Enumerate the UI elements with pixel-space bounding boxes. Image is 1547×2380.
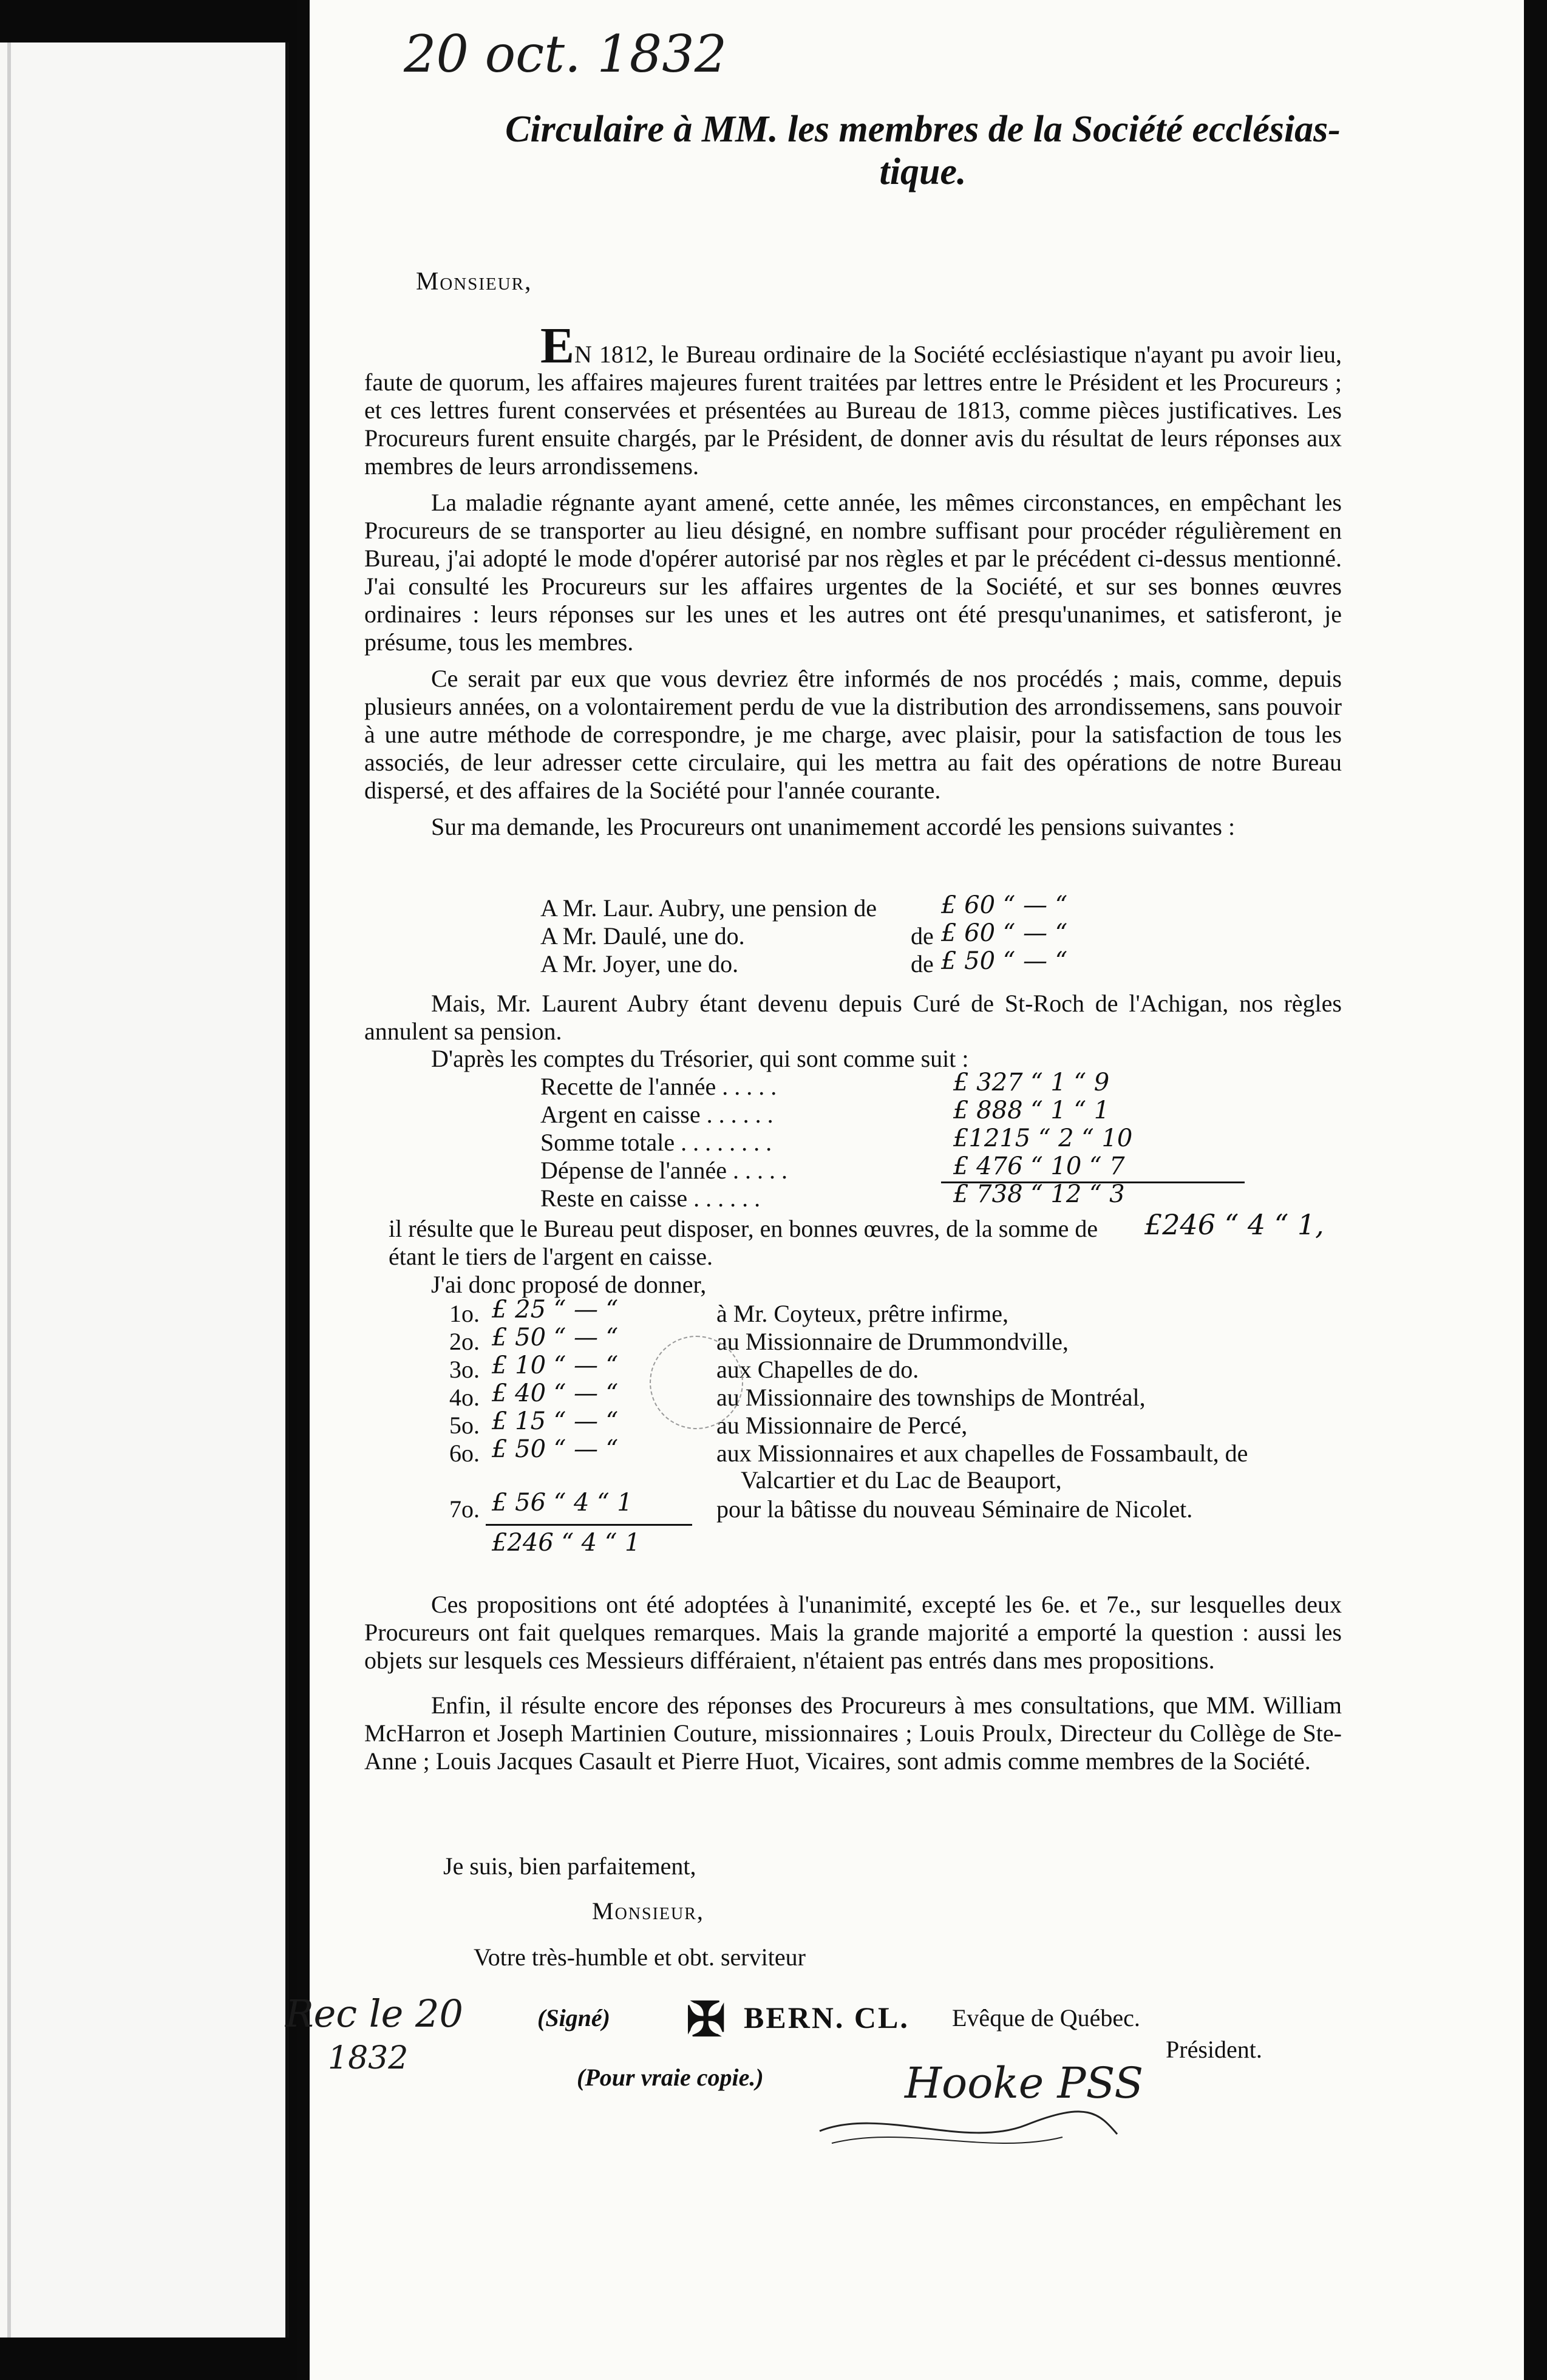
body-paragraphs-1 — [364, 318, 1342, 849]
paragraph-5: Ces propositions ont été adoptées à l'unanimité, excepté les 6e. et 7e., sur lesquelles deux Procureurs ont fait quelques remarques. Mais la grande majorité a emporté la question : aussi les objets sur lesquels ces Messieurs différaient, n'étaient pas entrés dans mes propositions. — [364, 1591, 1342, 1674]
paragraph-3: Ce serait par eux que vous devriez être informés de nos procédés ; mais, comme, depuis plusieurs années, on a volontairement perdu de vue la distribution des arrondissemens, sans pouvoir à une autre méthode de correspondre, je me charge, avec plaisir, pour la satisfaction de tous les associés, de leur adresser cette circulaire, qui les mettra au fait des opérations de notre Bureau dispersé, et des affaires de la Société pour l'année courante. — [364, 665, 1342, 804]
president-label: Président. — [1166, 2036, 1262, 2063]
proposal-amount-4: £ 40 “ — “ — [492, 1379, 619, 1407]
closing-line-1: Je suis, bien parfaitement, — [443, 1852, 696, 1880]
document-page — [285, 0, 1524, 2380]
pension-prefix-3: de — [911, 950, 934, 977]
closing-line-2: Monsieur, — [592, 1897, 704, 1925]
body-paragraphs-2 — [364, 1591, 1342, 1784]
signature-flourish — [807, 2101, 1123, 2155]
account-amount-2: £ 888 “ 1 “ 1 — [953, 1096, 1110, 1124]
pension-label-3: A Mr. Joyer, une do. — [540, 950, 739, 977]
result-line-1: il résulte que le Bureau peut disposer, en bonnes œuvres, de la somme de — [389, 1215, 1098, 1242]
proposal-amount-6: £ 50 “ — “ — [492, 1435, 619, 1463]
proposal-amount-5: £ 15 “ — “ — [492, 1407, 619, 1435]
cross-symbol: ✠ — [686, 1993, 726, 2046]
proposal-num-7: 7o. — [449, 1495, 480, 1523]
proposal-num-2: 2o. — [449, 1328, 480, 1355]
paragraph-6: Enfin, il résulte encore des réponses des Procureurs à mes consultations, que MM. William McHarron et Joseph Martinien Couture, missionnaires ; Louis Proulx, Directeur du Collège de Ste-Anne ; Louis Jacques Casault et Pierre Huot, Vicaires, sont admis comme membres de la Société. — [364, 1691, 1342, 1775]
account-amount-4: £ 476 “ 10 “ 7 — [953, 1152, 1125, 1180]
margin-note-2: 1832 — [328, 2040, 409, 2076]
document-title-line2: tique. — [879, 151, 967, 192]
proposal-amount-7: £ 56 “ 4 “ 1 — [492, 1489, 633, 1517]
page-fold — [7, 42, 11, 2338]
faint-stamp — [650, 1336, 743, 1429]
proposal-text-7: pour la bâtisse du nouveau Séminaire de Nicolet. — [716, 1495, 1193, 1523]
pension-amount-3: £ 50 “ — “ — [941, 947, 1068, 975]
pension-amount-1: £ 60 “ — “ — [941, 891, 1068, 919]
account-label-2: Argent en caisse . . . . . . — [540, 1101, 773, 1128]
proposal-text-6: aux Missionnaires et aux chapelles de Fossambault, de — [716, 1440, 1248, 1467]
salutation: Monsieur, — [416, 268, 532, 296]
closing-line-3: Votre très-humble et obt. serviteur — [474, 1943, 806, 1971]
account-amount-3: £1215 “ 2 “ 10 — [953, 1124, 1133, 1152]
account-amount-5: £ 738 “ 12 “ 3 — [953, 1180, 1125, 1208]
signatory-name: BERN. CL. — [744, 2001, 909, 2035]
signe-label: (Signé) — [537, 2004, 610, 2031]
proposal-num-4: 4o. — [449, 1384, 480, 1411]
proposal-text-6-cont: Valcartier et du Lac de Beauport, — [741, 1466, 1062, 1494]
handwritten-date: 20 oct. 1832 — [404, 24, 727, 84]
proposal-text-5: au Missionnaire de Percé, — [716, 1412, 968, 1439]
paragraph-2: La maladie régnante ayant amené, cette année, les mêmes circonstances, en empêchant les Procureurs de se transporter au lieu désigné, en nombre suffisant pour procéder régulièrement en Bureau, j'ai adopté le mode d'opérer autorisé par nos règles et par le précédent ci-dessus mentionné. J'ai consulté les Procureurs sur les affaires urgentes de la Société, et sur ses bonnes œuvres ordinaires : leurs réponses sur les unes et les autres ont été presqu'unanimes, et satisferont, je présume, tous les membres. — [364, 489, 1342, 656]
proposal-intro: J'ai donc proposé de donner, — [431, 1271, 707, 1298]
result-amount: £246 “ 4 “ 1, — [1144, 1208, 1324, 1241]
proposal-amount-1: £ 25 “ — “ — [492, 1296, 619, 1324]
pension-label-2: A Mr. Daulé, une do. — [540, 922, 745, 950]
account-amount-1: £ 327 “ 1 “ 9 — [953, 1069, 1110, 1096]
proposals-total: £246 “ 4 “ 1 — [492, 1529, 641, 1557]
proposal-amount-3: £ 10 “ — “ — [492, 1352, 619, 1379]
proposal-text-2: au Missionnaire de Drummondville, — [716, 1328, 1069, 1355]
proposal-amount-2: £ 50 “ — “ — [492, 1324, 619, 1352]
result-line-2: étant le tiers de l'argent en caisse. — [389, 1243, 713, 1270]
account-label-3: Somme totale . . . . . . . . — [540, 1129, 772, 1156]
account-label-5: Reste en caisse . . . . . . — [540, 1185, 761, 1212]
previous-page-edge — [0, 42, 289, 2338]
proposal-text-1: à Mr. Coyteux, prêtre infirme, — [716, 1300, 1008, 1327]
account-label-1: Recette de l'année . . . . . — [540, 1073, 777, 1100]
pension-prefix-2: de — [911, 922, 934, 950]
pension-label-1: A Mr. Laur. Aubry, une pension de — [540, 894, 877, 922]
signatory-title: Evêque de Québec. — [952, 2004, 1140, 2031]
accounts-intro: D'après les comptes du Trésorier, qui sont comme suit : — [431, 1045, 969, 1072]
proposal-text-4: au Missionnaire des townships de Montréal, — [716, 1384, 1146, 1411]
proposal-num-6: 6o. — [449, 1440, 480, 1467]
proposal-num-3: 3o. — [449, 1356, 480, 1383]
paragraph-1: N 1812, le Bureau ordinaire de la Société ecclésiastique n'ayant pu avoir lieu, faute de quorum, les affaires majeures furent traitées par lettres entre le Président et les Procureurs ; et ces lettres furent conservées et présentées au Bureau de 1813, comme pièces justificatives. Les Procureurs furent ensuite chargés, par le Président, de donner avis du résultat de leurs réponses aux membres de leurs arrondissemens. — [364, 341, 1342, 480]
copy-note: (Pour vraie copie.) — [577, 2064, 764, 2091]
proposal-num-5: 5o. — [449, 1412, 480, 1439]
margin-note-1: Rec le 20 — [285, 1991, 463, 2036]
pension-amount-2: £ 60 “ — “ — [941, 919, 1068, 947]
paragraph-4: Mais, Mr. Laurent Aubry étant devenu depuis Curé de St-Roch de l'Achigan, nos règles annulent sa pension. — [364, 990, 1342, 1045]
drop-cap: E — [540, 318, 575, 374]
proposal-text-3: aux Chapelles de do. — [716, 1356, 919, 1383]
account-label-4: Dépense de l'année . . . . . — [540, 1157, 788, 1184]
proposal-num-1: 1o. — [449, 1300, 480, 1327]
copy-signature: Hooke PSS — [905, 2058, 1144, 2108]
document-title-line1: Circulaire à MM. les membres de la Société ecclésias- — [505, 109, 1341, 150]
pensions-intro: Sur ma demande, les Procureurs ont unanimement accordé les pensions suivantes : — [431, 813, 1236, 840]
proposal-rule — [486, 1524, 692, 1526]
